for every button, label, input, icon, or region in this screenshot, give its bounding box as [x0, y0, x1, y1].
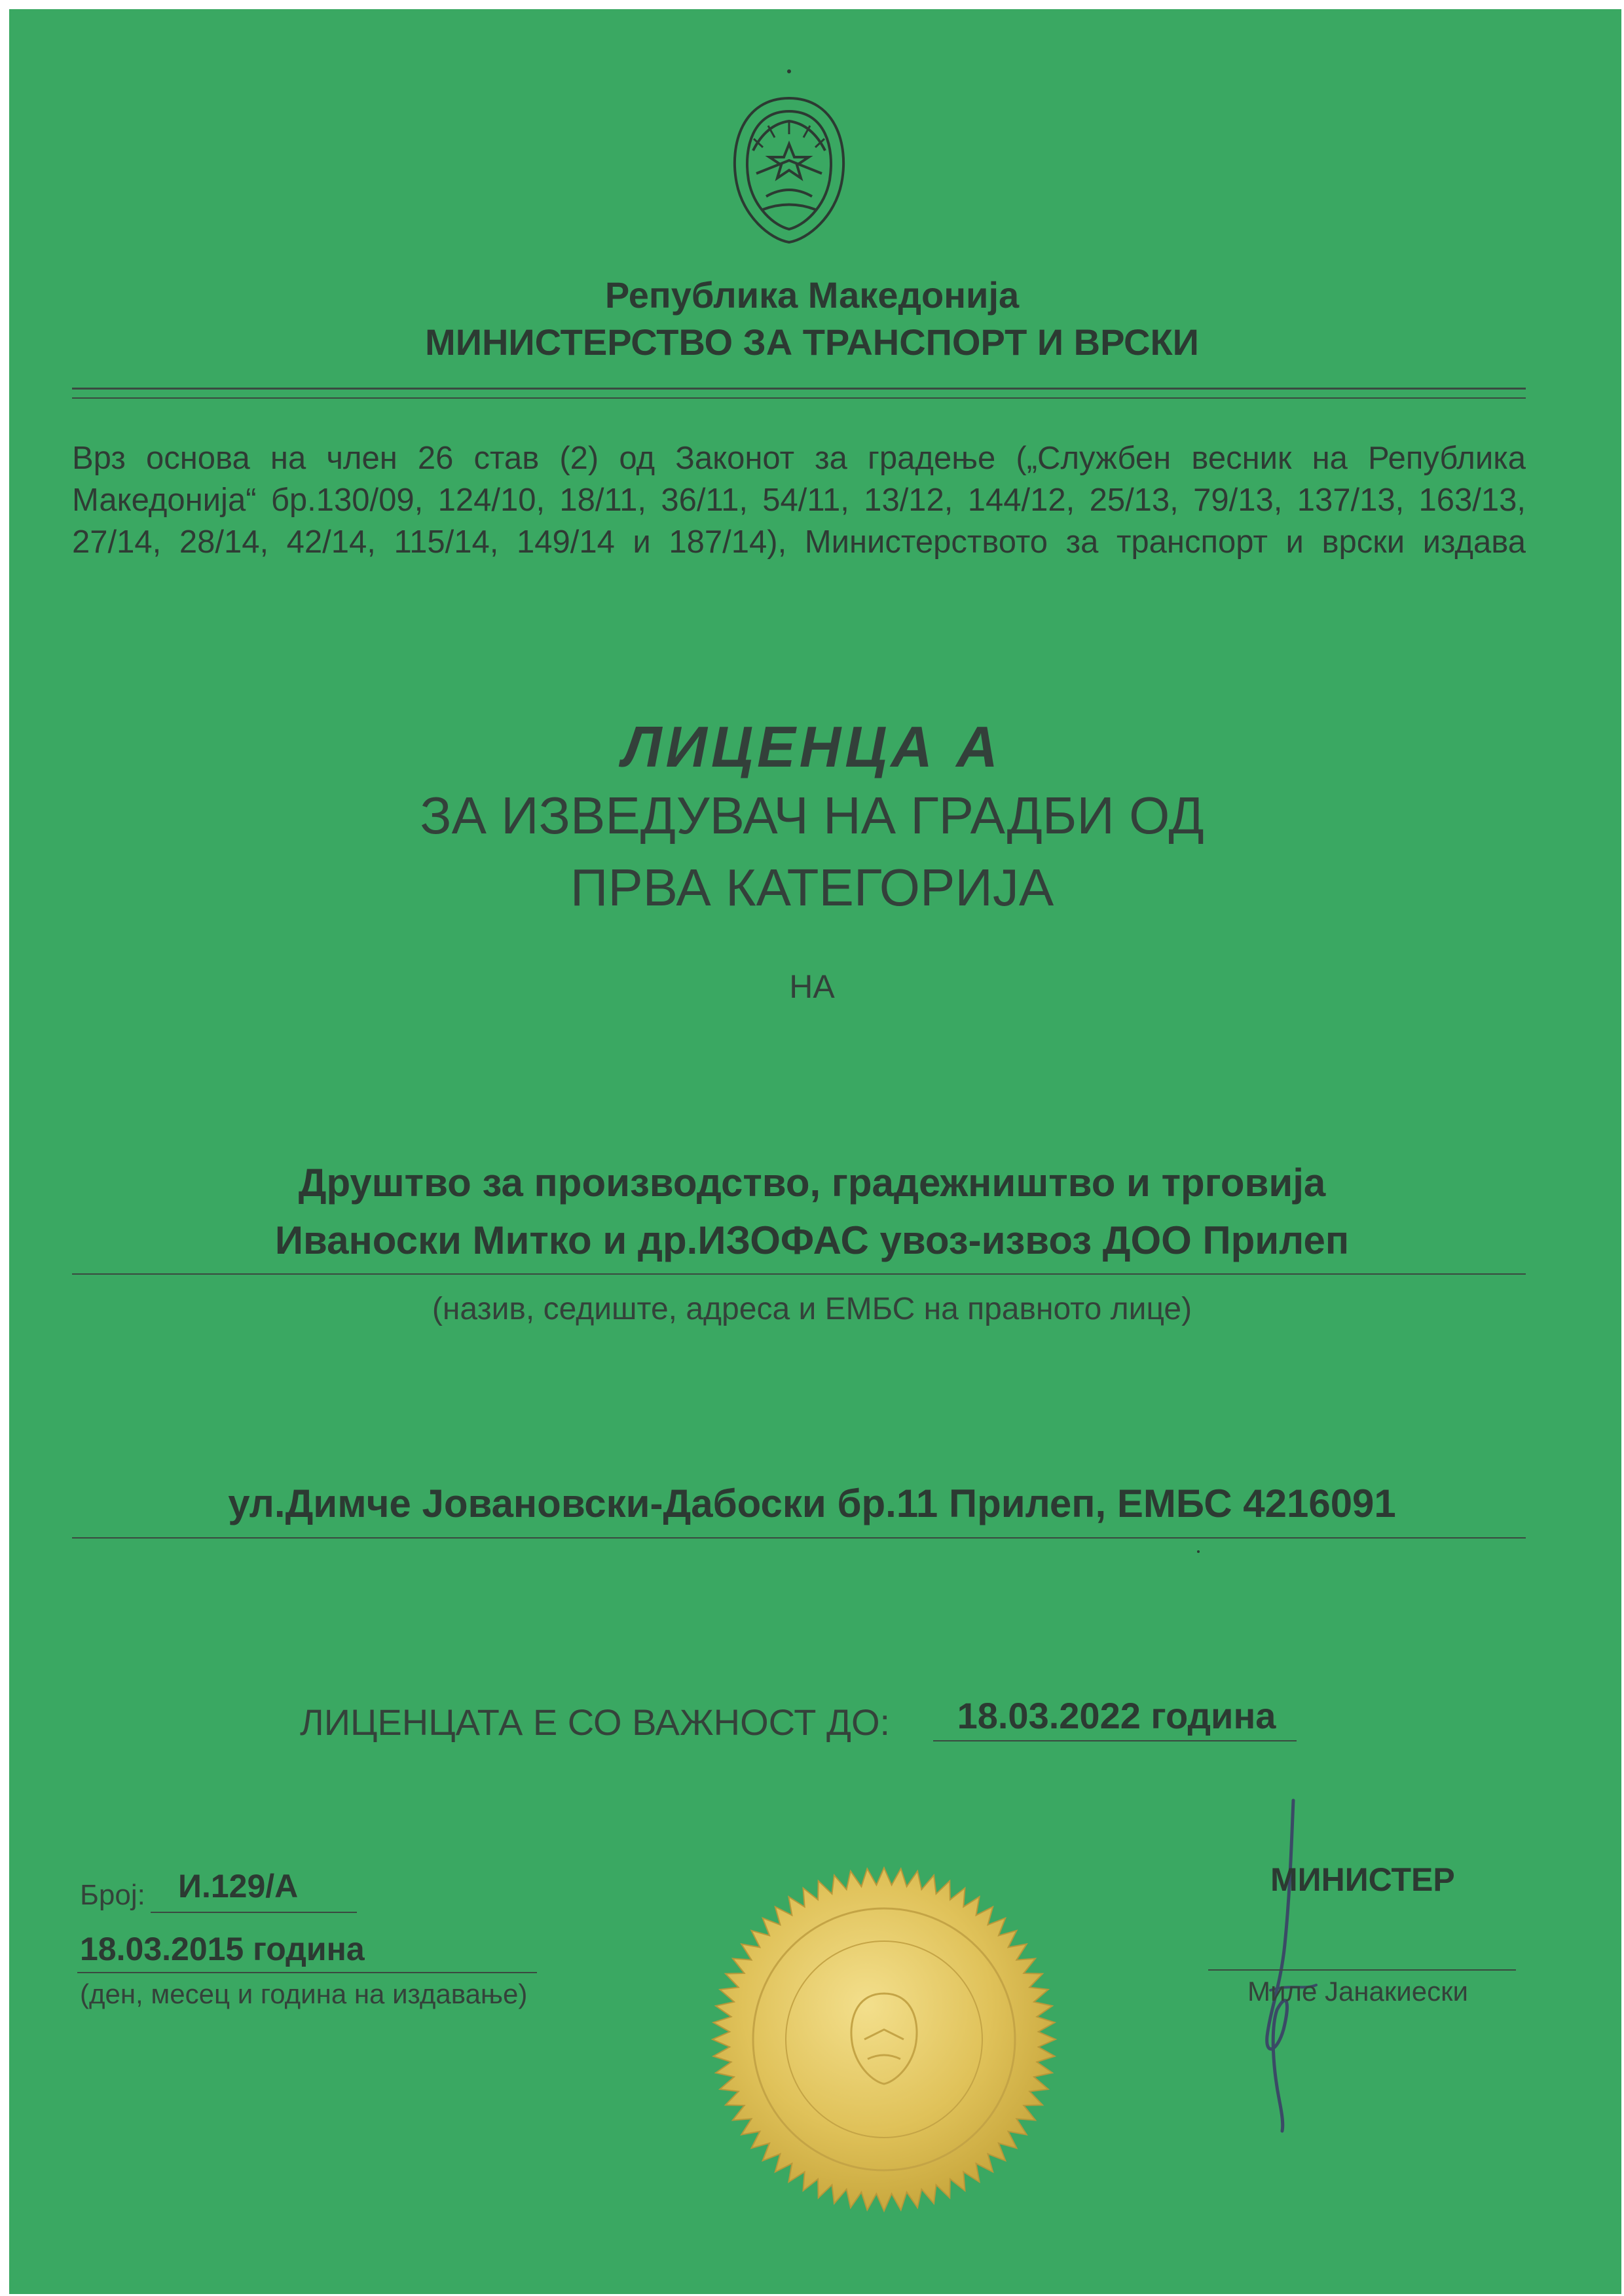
legal-basis-paragraph [72, 437, 1526, 563]
issue-date-underline [77, 1972, 537, 1973]
gold-seal-icon [707, 1863, 1061, 2216]
license-subtitle: ЗА ИЗВЕДУВАЧ НА ГРАДБИ ОД [420, 786, 1204, 845]
country-name: Република Македонија [604, 274, 1020, 316]
legal-line: Македонија“ бр.130/09, 124/10, 18/11, 36/11, 54/11, 13/12, 144/12, 25/13, 79/13, 137/13, 163/13, [72, 483, 1526, 518]
signature-line [1208, 1969, 1516, 1971]
coat-of-arms-icon [717, 85, 861, 255]
issue-date-caption: (ден, месец и година на издавање) [80, 1978, 528, 2009]
license-number: И.129/А [178, 1868, 299, 1904]
header-divider-thin [72, 397, 1526, 399]
signature-mark [1231, 1794, 1362, 2134]
ink-dot [1197, 1550, 1200, 1553]
license-on: НА [789, 968, 835, 1005]
number-label: Број: [80, 1879, 145, 1911]
validity-date: 18.03.2022 година [957, 1695, 1276, 1736]
ministry-name: МИНИСТЕРСТВО ЗА ТРАНСПОРТ И ВРСКИ [425, 321, 1199, 363]
validity-underline [933, 1740, 1297, 1741]
minister-name: Миле Јанакиески [1247, 1976, 1468, 2007]
company-address: ул.Димче Јовановски-Дабоски бр.11 Прилеп, ЕМБС 4216091 [228, 1482, 1396, 1525]
minister-title: МИНИСТЕР [1270, 1861, 1455, 1898]
license-subtitle: ПРВА КАТЕГОРИЈА [570, 858, 1054, 917]
company-caption: (назив, седиште, адреса и ЕМБС на правното лице) [432, 1292, 1192, 1326]
issue-date: 18.03.2015 година [80, 1931, 365, 1967]
legal-line: 27/14, 28/14, 42/14, 115/14, 149/14 и 187/14), Министерството за транспорт и врски издава [72, 524, 1526, 560]
legal-line: Врз основа на член 26 став (2) од Законот за градење („Службен весник на Република [72, 441, 1526, 476]
header-divider [72, 388, 1526, 390]
validity-label: ЛИЦЕНЦАТА Е СО ВАЖНОСТ ДО: [300, 1702, 891, 1743]
license-title: ЛИЦЕНЦА А [622, 714, 1002, 779]
company-name: Иваноски Митко и др.ИЗОФАС увоз-извоз ДОО Прилеп [274, 1218, 1350, 1262]
company-name: Друштво за производство, градежништво и трговија [298, 1161, 1326, 1205]
ink-dot [787, 69, 791, 73]
address-underline [72, 1537, 1526, 1539]
number-underline [151, 1912, 357, 1913]
company-underline [72, 1273, 1526, 1275]
